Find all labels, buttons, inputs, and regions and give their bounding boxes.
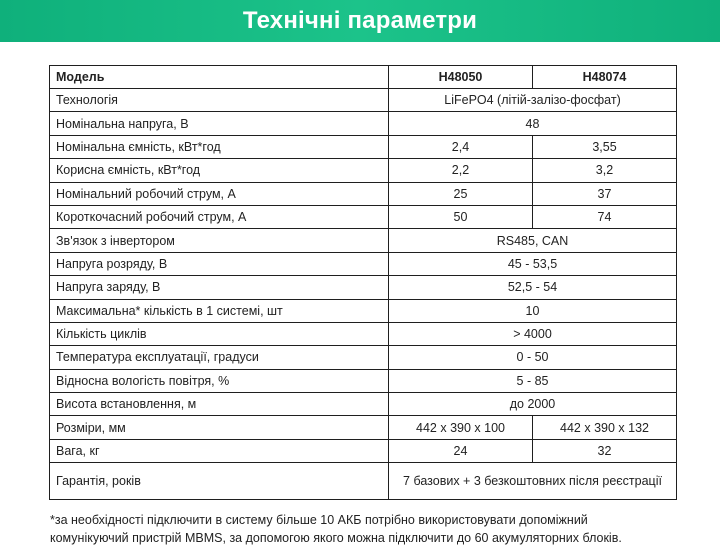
row-label: Напруга розряду, В (50, 252, 389, 275)
row-value: 48 (389, 112, 677, 135)
row-value: RS485, CAN (389, 229, 677, 252)
row-label: Відносна вологість повітря, % (50, 369, 389, 392)
row-value: 0 - 50 (389, 346, 677, 369)
row-label: Температура експлуатації, градуси (50, 346, 389, 369)
row-value: LiFePO4 (літій-залізо-фосфат) (389, 89, 677, 112)
footnote (50, 511, 690, 547)
row-value-h48074: 3,55 (533, 135, 677, 158)
specs-table (49, 65, 677, 500)
row-value-h48074: 442 x 390 x 132 (533, 416, 677, 439)
row-value: 45 - 53,5 (389, 252, 677, 275)
table-row (50, 299, 677, 322)
row-value-h48074: 3,2 (533, 159, 677, 182)
table-row (50, 346, 677, 369)
table-row (50, 182, 677, 205)
row-label: Максимальна* кількість в 1 системі, шт (50, 299, 389, 322)
row-value: 7 базових + 3 безкоштовних після реєстрації (389, 463, 677, 500)
table-row (50, 463, 677, 500)
row-label: Номінальний робочий струм, А (50, 182, 389, 205)
row-label: Кількість циклів (50, 322, 389, 345)
row-label: Корисна ємність, кВт*год (50, 159, 389, 182)
table-row (50, 322, 677, 345)
row-value-h48074: 37 (533, 182, 677, 205)
header-model-h48074: H48074 (533, 66, 677, 89)
table-row (50, 393, 677, 416)
table-header-row (50, 66, 677, 89)
title-banner (0, 0, 720, 42)
row-value: 52,5 - 54 (389, 276, 677, 299)
table-row (50, 205, 677, 228)
row-label: Номінальна напруга, В (50, 112, 389, 135)
row-value: до 2000 (389, 393, 677, 416)
row-value: 10 (389, 299, 677, 322)
row-value-h48050: 442 x 390 x 100 (389, 416, 533, 439)
row-label: Розміри, мм (50, 416, 389, 439)
row-value-h48050: 25 (389, 182, 533, 205)
table-row (50, 135, 677, 158)
table-row (50, 89, 677, 112)
table-row (50, 159, 677, 182)
page-title: Технічні параметри (242, 7, 478, 34)
row-value: > 4000 (389, 322, 677, 345)
row-value-h48074: 32 (533, 439, 677, 462)
header-label: Модель (50, 66, 389, 89)
table-row (50, 416, 677, 439)
row-value-h48050: 2,2 (389, 159, 533, 182)
row-label: Короткочасний робочий струм, А (50, 205, 389, 228)
table-row (50, 229, 677, 252)
table-row (50, 439, 677, 462)
row-value-h48050: 50 (389, 205, 533, 228)
header-model-h48050: H48050 (389, 66, 533, 89)
table-row (50, 276, 677, 299)
footnote-line: комунікуючий пристрій MBMS, за допомогою якого можна підключити до 60 акумуляторних блоків. (50, 531, 622, 545)
row-label: Номінальна ємність, кВт*год (50, 135, 389, 158)
row-value-h48074: 74 (533, 205, 677, 228)
row-value-h48050: 2,4 (389, 135, 533, 158)
row-value-h48050: 24 (389, 439, 533, 462)
row-label: Висота встановлення, м (50, 393, 389, 416)
table-row (50, 112, 677, 135)
row-label: Гарантія, років (50, 463, 389, 500)
row-label: Технологія (50, 89, 389, 112)
footnote-line: *за необхідності підключити в систему більше 10 АКБ потрібно використовувати допоміжний (50, 513, 588, 527)
row-value: 5 - 85 (389, 369, 677, 392)
row-label: Напруга заряду, В (50, 276, 389, 299)
row-label: Вага, кг (50, 439, 389, 462)
table-row (50, 252, 677, 275)
row-label: Зв'язок з інвертором (50, 229, 389, 252)
table-row (50, 369, 677, 392)
